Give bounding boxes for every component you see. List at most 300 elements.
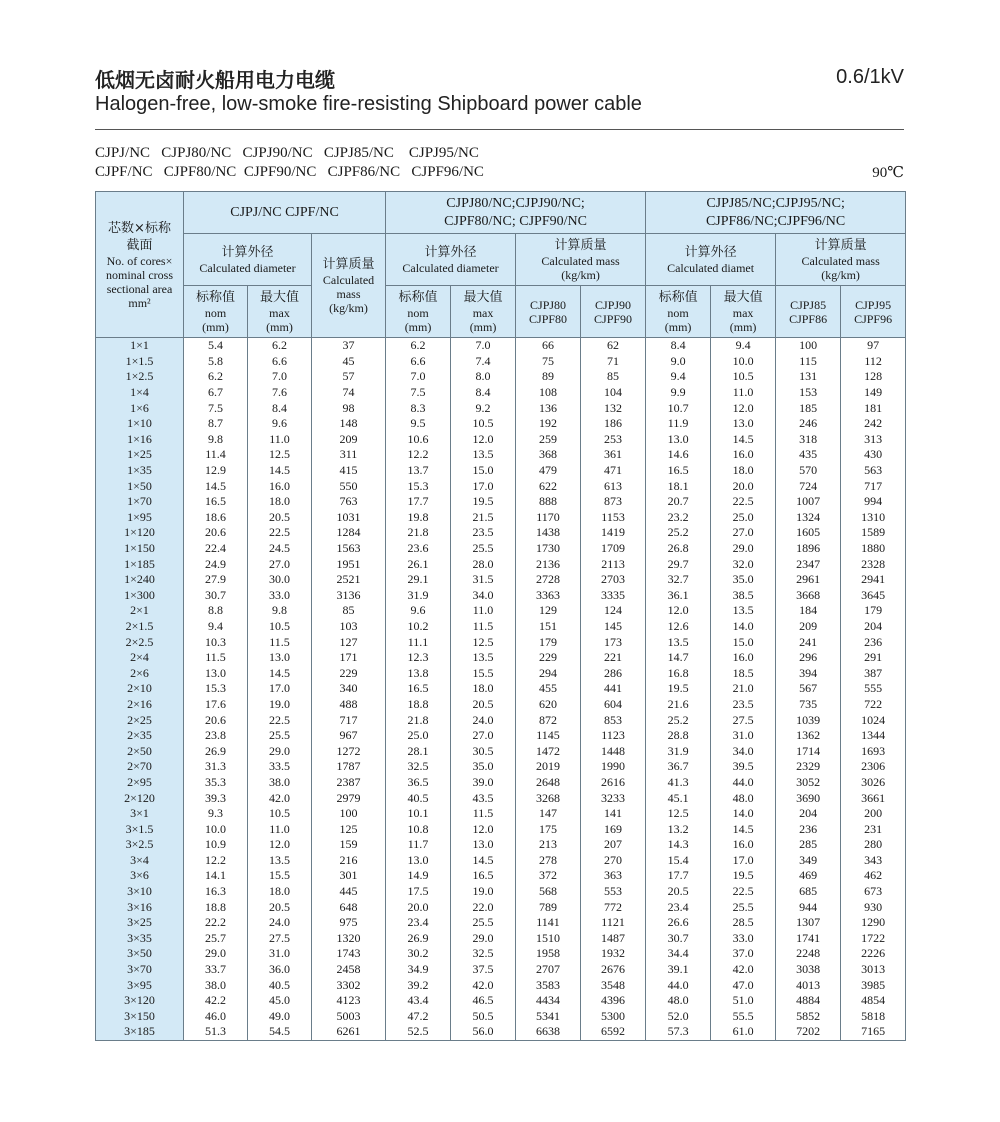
cell-a-mass-90: 471: [581, 463, 646, 479]
cell-j-dia-nom: 11.5: [184, 650, 248, 666]
table-row: [96, 463, 906, 479]
cell-a-mass-80: 66: [516, 338, 581, 354]
nom-header-3: 标称值 nom (mm): [646, 286, 711, 338]
cell-j-mass: 2387: [312, 775, 386, 791]
cell-b-mass-85: 1324: [776, 510, 841, 526]
table-row: [96, 1024, 906, 1040]
cell-size: 2×120: [96, 790, 184, 806]
cell-a-mass-90: 173: [581, 634, 646, 650]
table-row: [96, 634, 906, 650]
cell-b-dia-max: 23.5: [711, 697, 776, 713]
cell-a-dia-nom: 13.7: [386, 463, 451, 479]
cell-b-mass-95: 930: [841, 899, 906, 915]
cell-b-dia-max: 14.5: [711, 821, 776, 837]
cell-b-mass-85: 153: [776, 385, 841, 401]
cell-b-dia-nom: 10.7: [646, 400, 711, 416]
cell-b-mass-95: 3645: [841, 588, 906, 604]
cell-a-dia-max: 15.0: [451, 463, 516, 479]
cell-b-mass-95: 3013: [841, 962, 906, 978]
cell-a-mass-90: 1153: [581, 510, 646, 526]
cell-a-dia-nom: 17.7: [386, 494, 451, 510]
cell-j-mass: 4123: [312, 993, 386, 1009]
table-row: [96, 588, 906, 604]
cell-a-mass-80: 2648: [516, 775, 581, 791]
cell-a-dia-nom: 31.9: [386, 588, 451, 604]
cell-j-mass: 103: [312, 619, 386, 635]
cell-a-dia-nom: 23.4: [386, 915, 451, 931]
cell-b-mass-85: 5852: [776, 1009, 841, 1025]
cell-b-mass-85: 1039: [776, 712, 841, 728]
cell-j-dia-nom: 29.0: [184, 946, 248, 962]
cell-b-mass-95: 2306: [841, 759, 906, 775]
cell-b-mass-85: 3690: [776, 790, 841, 806]
cell-a-mass-90: 132: [581, 400, 646, 416]
cell-b-mass-95: 291: [841, 650, 906, 666]
cell-a-mass-80: 278: [516, 853, 581, 869]
cell-b-dia-nom: 36.1: [646, 588, 711, 604]
model-list: [95, 144, 484, 182]
cell-j-dia-nom: 9.8: [184, 432, 248, 448]
table-row: [96, 697, 906, 713]
table-row: [96, 681, 906, 697]
cell-b-dia-max: 47.0: [711, 977, 776, 993]
cell-a-mass-90: 1709: [581, 541, 646, 557]
cell-a-dia-nom: 52.5: [386, 1024, 451, 1040]
cell-b-dia-max: 51.0: [711, 993, 776, 1009]
cell-b-mass-95: 3985: [841, 977, 906, 993]
cell-a-mass-80: 259: [516, 432, 581, 448]
cell-a-dia-max: 46.5: [451, 993, 516, 1009]
cell-size: 1×50: [96, 478, 184, 494]
cell-j-dia-nom: 39.3: [184, 790, 248, 806]
cell-b-dia-max: 16.0: [711, 447, 776, 463]
cell-j-mass: 1320: [312, 931, 386, 947]
cell-b-dia-nom: 44.0: [646, 977, 711, 993]
cell-j-dia-nom: 6.2: [184, 369, 248, 385]
cell-a-dia-max: 28.0: [451, 556, 516, 572]
table-row: [96, 962, 906, 978]
cell-size: 1×150: [96, 541, 184, 557]
cell-b-mass-95: 1589: [841, 525, 906, 541]
cell-b-dia-max: 14.5: [711, 432, 776, 448]
cell-b-mass-85: 1605: [776, 525, 841, 541]
cell-b-dia-nom: 17.7: [646, 868, 711, 884]
cell-a-dia-nom: 29.1: [386, 572, 451, 588]
cell-size: 1×70: [96, 494, 184, 510]
cell-b-mass-85: 204: [776, 806, 841, 822]
cell-b-dia-max: 35.0: [711, 572, 776, 588]
cell-j-dia-nom: 5.8: [184, 354, 248, 370]
cell-a-dia-nom: 12.3: [386, 650, 451, 666]
cell-b-mass-85: 2329: [776, 759, 841, 775]
cell-a-mass-80: 568: [516, 884, 581, 900]
max-header-2: 最大值 max (mm): [451, 286, 516, 338]
cell-b-mass-95: 3026: [841, 775, 906, 791]
cell-a-mass-90: 145: [581, 619, 646, 635]
cell-size: 3×185: [96, 1024, 184, 1040]
cell-size: 1×10: [96, 416, 184, 432]
max-header-3: 最大值 max (mm): [711, 286, 776, 338]
cell-a-mass-80: 368: [516, 447, 581, 463]
cell-size: 1×240: [96, 572, 184, 588]
group-header-1: CJPJ/NC CJPF/NC: [184, 192, 386, 234]
cell-a-dia-nom: 26.1: [386, 556, 451, 572]
cell-a-dia-max: 8.0: [451, 369, 516, 385]
cell-j-dia-nom: 5.4: [184, 338, 248, 354]
table-row: [96, 946, 906, 962]
cell-a-dia-max: 37.5: [451, 962, 516, 978]
cell-j-dia-max: 10.5: [248, 806, 312, 822]
cell-b-mass-85: 570: [776, 463, 841, 479]
cell-a-dia-nom: 30.2: [386, 946, 451, 962]
cell-a-mass-80: 1141: [516, 915, 581, 931]
cell-b-mass-95: 462: [841, 868, 906, 884]
cell-a-mass-80: 129: [516, 603, 581, 619]
calc-mass-header-2: 计算质量 Calculated mass (kg/km): [516, 234, 646, 286]
max-header-1: 最大值 max (mm): [248, 286, 312, 338]
cell-j-dia-max: 18.0: [248, 884, 312, 900]
cell-b-mass-95: 563: [841, 463, 906, 479]
cell-size: 2×25: [96, 712, 184, 728]
cell-b-mass-85: 3038: [776, 962, 841, 978]
cell-a-mass-90: 221: [581, 650, 646, 666]
cell-b-mass-85: 1007: [776, 494, 841, 510]
cell-b-mass-85: 209: [776, 619, 841, 635]
cell-a-mass-80: 789: [516, 899, 581, 915]
cell-j-dia-max: 20.5: [248, 510, 312, 526]
cell-j-dia-max: 9.6: [248, 416, 312, 432]
cell-b-dia-max: 17.0: [711, 853, 776, 869]
table-row: [96, 478, 906, 494]
cell-a-dia-max: 27.0: [451, 728, 516, 744]
cell-a-dia-max: 19.5: [451, 494, 516, 510]
cell-a-mass-80: 1145: [516, 728, 581, 744]
cell-a-mass-90: 1448: [581, 743, 646, 759]
cell-j-mass: 85: [312, 603, 386, 619]
cell-a-mass-80: 1730: [516, 541, 581, 557]
cell-j-dia-max: 33.0: [248, 588, 312, 604]
cell-j-dia-max: 17.0: [248, 681, 312, 697]
cell-a-dia-nom: 7.5: [386, 385, 451, 401]
table-row: [96, 416, 906, 432]
cell-a-dia-max: 11.0: [451, 603, 516, 619]
cell-j-dia-max: 42.0: [248, 790, 312, 806]
cell-size: 1×4: [96, 385, 184, 401]
cell-a-mass-80: 372: [516, 868, 581, 884]
cell-a-dia-nom: 10.2: [386, 619, 451, 635]
cell-size: 3×120: [96, 993, 184, 1009]
cell-j-dia-nom: 17.6: [184, 697, 248, 713]
nom-header-1: 标称值 nom (mm): [184, 286, 248, 338]
cell-b-dia-nom: 11.9: [646, 416, 711, 432]
cell-a-mass-80: 75: [516, 354, 581, 370]
cell-size: 3×1: [96, 806, 184, 822]
cell-size: 2×16: [96, 697, 184, 713]
cell-b-dia-nom: 14.6: [646, 447, 711, 463]
cell-j-mass: 717: [312, 712, 386, 728]
cell-a-mass-80: 2728: [516, 572, 581, 588]
cell-j-dia-max: 22.5: [248, 525, 312, 541]
cell-size: 2×50: [96, 743, 184, 759]
cell-a-dia-max: 19.0: [451, 884, 516, 900]
cell-b-dia-nom: 31.9: [646, 743, 711, 759]
calc-diameter-header-2: 计算外径 Calculated diameter: [386, 234, 516, 286]
cell-a-dia-nom: 11.7: [386, 837, 451, 853]
table-row: [96, 619, 906, 635]
cell-b-mass-85: 3052: [776, 775, 841, 791]
calc-diameter-header-3: 计算外径 Calculated diamet: [646, 234, 776, 286]
cell-a-dia-max: 10.5: [451, 416, 516, 432]
cell-b-dia-max: 27.5: [711, 712, 776, 728]
mass-90-header: CJPJ90 CJPF90: [581, 286, 646, 338]
cell-b-dia-max: 14.0: [711, 806, 776, 822]
cell-b-dia-nom: 23.2: [646, 510, 711, 526]
voltage-rating: 0.6/1kV: [836, 66, 904, 88]
table-row: [96, 494, 906, 510]
cell-a-dia-nom: 10.6: [386, 432, 451, 448]
cell-a-mass-90: 2703: [581, 572, 646, 588]
cell-a-dia-max: 12.5: [451, 634, 516, 650]
cell-b-dia-max: 25.0: [711, 510, 776, 526]
header-divider: [95, 129, 904, 130]
cell-b-dia-max: 20.0: [711, 478, 776, 494]
cell-a-mass-80: 2136: [516, 556, 581, 572]
cell-size: 2×2.5: [96, 634, 184, 650]
cell-a-mass-90: 853: [581, 712, 646, 728]
table-row: [96, 821, 906, 837]
cell-b-dia-max: 16.0: [711, 650, 776, 666]
cell-b-mass-95: 97: [841, 338, 906, 354]
cell-b-mass-85: 236: [776, 821, 841, 837]
cell-j-mass: 488: [312, 697, 386, 713]
cell-j-mass: 1031: [312, 510, 386, 526]
cell-j-dia-max: 49.0: [248, 1009, 312, 1025]
cell-j-mass: 1787: [312, 759, 386, 775]
cell-j-dia-nom: 26.9: [184, 743, 248, 759]
cell-j-dia-nom: 38.0: [184, 977, 248, 993]
cell-a-dia-nom: 14.9: [386, 868, 451, 884]
table-row: [96, 853, 906, 869]
cell-a-mass-90: 553: [581, 884, 646, 900]
cell-a-mass-80: 1472: [516, 743, 581, 759]
table-row: [96, 1009, 906, 1025]
cell-j-dia-max: 13.5: [248, 853, 312, 869]
cell-j-mass: 2979: [312, 790, 386, 806]
cell-j-dia-nom: 16.5: [184, 494, 248, 510]
cell-a-mass-90: 441: [581, 681, 646, 697]
cell-a-mass-90: 85: [581, 369, 646, 385]
cell-a-dia-max: 9.2: [451, 400, 516, 416]
cell-a-dia-max: 17.0: [451, 478, 516, 494]
cell-b-dia-nom: 13.2: [646, 821, 711, 837]
cell-a-mass-90: 6592: [581, 1024, 646, 1040]
cell-j-dia-max: 6.6: [248, 354, 312, 370]
cell-j-dia-nom: 8.7: [184, 416, 248, 432]
cell-size: 3×16: [96, 899, 184, 915]
cell-a-mass-90: 2113: [581, 556, 646, 572]
cell-a-dia-max: 15.5: [451, 665, 516, 681]
cell-j-mass: 2458: [312, 962, 386, 978]
cell-b-dia-max: 44.0: [711, 775, 776, 791]
cell-b-dia-nom: 16.8: [646, 665, 711, 681]
cell-a-mass-90: 1121: [581, 915, 646, 931]
mass-85-header: CJPJ85 CJPF86: [776, 286, 841, 338]
cell-j-dia-max: 11.0: [248, 821, 312, 837]
cell-b-dia-nom: 57.3: [646, 1024, 711, 1040]
cell-j-dia-max: 31.0: [248, 946, 312, 962]
cell-a-dia-nom: 23.6: [386, 541, 451, 557]
cell-a-dia-nom: 32.5: [386, 759, 451, 775]
cell-j-dia-nom: 14.1: [184, 868, 248, 884]
cell-a-dia-nom: 10.8: [386, 821, 451, 837]
cell-b-dia-max: 9.4: [711, 338, 776, 354]
cell-j-dia-nom: 31.3: [184, 759, 248, 775]
cell-size: 2×6: [96, 665, 184, 681]
cell-b-dia-nom: 23.4: [646, 899, 711, 915]
cell-b-dia-nom: 26.6: [646, 915, 711, 931]
cell-size: 1×1.5: [96, 354, 184, 370]
cell-b-dia-nom: 19.5: [646, 681, 711, 697]
cell-a-dia-nom: 40.5: [386, 790, 451, 806]
cell-b-dia-nom: 28.8: [646, 728, 711, 744]
cell-size: 2×95: [96, 775, 184, 791]
cell-j-dia-max: 11.0: [248, 432, 312, 448]
calc-diameter-header-1: 计算外径 Calculated diameter: [184, 234, 312, 286]
table-row: [96, 650, 906, 666]
cell-j-dia-max: 33.5: [248, 759, 312, 775]
page-title-en: Halogen-free, low-smoke fire-resisting Shipboard power cable: [95, 93, 642, 115]
cell-b-mass-95: 555: [841, 681, 906, 697]
cell-b-dia-max: 32.0: [711, 556, 776, 572]
cell-b-dia-max: 14.0: [711, 619, 776, 635]
cell-size: 1×16: [96, 432, 184, 448]
cell-a-mass-80: 179: [516, 634, 581, 650]
cell-j-dia-max: 30.0: [248, 572, 312, 588]
cell-b-mass-95: 1290: [841, 915, 906, 931]
table-row: [96, 806, 906, 822]
table-row: [96, 759, 906, 775]
cell-a-dia-nom: 13.0: [386, 853, 451, 869]
cell-j-dia-nom: 10.3: [184, 634, 248, 650]
table-row: [96, 899, 906, 915]
cell-a-mass-90: 613: [581, 478, 646, 494]
cell-j-dia-max: 40.5: [248, 977, 312, 993]
cell-a-mass-90: 286: [581, 665, 646, 681]
cell-b-mass-95: 2941: [841, 572, 906, 588]
cell-a-dia-nom: 20.0: [386, 899, 451, 915]
table-row: [96, 432, 906, 448]
cell-j-dia-max: 24.0: [248, 915, 312, 931]
cell-a-dia-nom: 8.3: [386, 400, 451, 416]
cell-a-mass-80: 294: [516, 665, 581, 681]
cell-b-dia-max: 25.5: [711, 899, 776, 915]
cell-a-dia-max: 20.5: [451, 697, 516, 713]
cell-a-mass-90: 1932: [581, 946, 646, 962]
cell-j-mass: 229: [312, 665, 386, 681]
cell-j-dia-max: 8.4: [248, 400, 312, 416]
cell-b-mass-85: 435: [776, 447, 841, 463]
cell-a-dia-max: 13.5: [451, 447, 516, 463]
cell-j-mass: 100: [312, 806, 386, 822]
cell-j-dia-nom: 33.7: [184, 962, 248, 978]
cell-size: 1×300: [96, 588, 184, 604]
cell-b-mass-95: 4854: [841, 993, 906, 1009]
cell-j-dia-max: 29.0: [248, 743, 312, 759]
cell-b-dia-max: 18.5: [711, 665, 776, 681]
cell-a-mass-90: 253: [581, 432, 646, 448]
cell-size: 3×6: [96, 868, 184, 884]
cell-j-dia-max: 27.0: [248, 556, 312, 572]
cell-a-dia-max: 39.0: [451, 775, 516, 791]
cell-size: 1×1: [96, 338, 184, 354]
cell-size: 3×70: [96, 962, 184, 978]
cell-b-mass-85: 1896: [776, 541, 841, 557]
cell-a-dia-max: 34.0: [451, 588, 516, 604]
cell-b-mass-95: 200: [841, 806, 906, 822]
cell-b-dia-max: 34.0: [711, 743, 776, 759]
table-row: [96, 510, 906, 526]
cell-b-dia-nom: 13.0: [646, 432, 711, 448]
cell-b-mass-95: 1310: [841, 510, 906, 526]
cell-a-mass-80: 1958: [516, 946, 581, 962]
cell-a-dia-max: 42.0: [451, 977, 516, 993]
cell-b-dia-nom: 15.4: [646, 853, 711, 869]
cell-b-mass-85: 246: [776, 416, 841, 432]
cell-j-dia-max: 12.5: [248, 447, 312, 463]
cell-b-dia-nom: 12.0: [646, 603, 711, 619]
cell-b-dia-nom: 16.5: [646, 463, 711, 479]
cell-j-dia-nom: 6.7: [184, 385, 248, 401]
cell-j-dia-nom: 11.4: [184, 447, 248, 463]
table-row: [96, 977, 906, 993]
cable-spec-table: [95, 191, 906, 1041]
cell-j-dia-max: 6.2: [248, 338, 312, 354]
cell-j-dia-nom: 9.3: [184, 806, 248, 822]
cell-a-dia-nom: 13.8: [386, 665, 451, 681]
cell-j-dia-nom: 35.3: [184, 775, 248, 791]
cell-b-dia-nom: 29.7: [646, 556, 711, 572]
cell-b-mass-95: 5818: [841, 1009, 906, 1025]
cell-a-dia-nom: 39.2: [386, 977, 451, 993]
temperature-rating: 90℃: [872, 165, 904, 181]
cell-b-mass-95: 387: [841, 665, 906, 681]
cell-j-mass: 1563: [312, 541, 386, 557]
cell-b-dia-max: 39.5: [711, 759, 776, 775]
cell-a-mass-80: 136: [516, 400, 581, 416]
cell-b-mass-85: 318: [776, 432, 841, 448]
table-row: [96, 447, 906, 463]
cell-b-dia-max: 33.0: [711, 931, 776, 947]
table-row: [96, 603, 906, 619]
cell-a-dia-nom: 6.6: [386, 354, 451, 370]
cell-a-mass-90: 1487: [581, 931, 646, 947]
table-row: [96, 369, 906, 385]
cell-b-dia-nom: 20.7: [646, 494, 711, 510]
cell-j-dia-max: 9.8: [248, 603, 312, 619]
cell-a-mass-80: 229: [516, 650, 581, 666]
cell-j-dia-max: 25.5: [248, 728, 312, 744]
cell-a-mass-90: 1990: [581, 759, 646, 775]
cell-a-mass-80: 455: [516, 681, 581, 697]
table-row: [96, 712, 906, 728]
cell-b-mass-95: 231: [841, 821, 906, 837]
cell-b-dia-nom: 25.2: [646, 525, 711, 541]
cell-a-mass-80: 3268: [516, 790, 581, 806]
cell-b-mass-95: 149: [841, 385, 906, 401]
model-list-line-2: CJPF/NC CJPF80/NC CJPF90/NC CJPF86/NC CJPF96/NC: [95, 164, 484, 180]
cell-a-mass-90: 873: [581, 494, 646, 510]
table-body: [96, 338, 906, 1041]
